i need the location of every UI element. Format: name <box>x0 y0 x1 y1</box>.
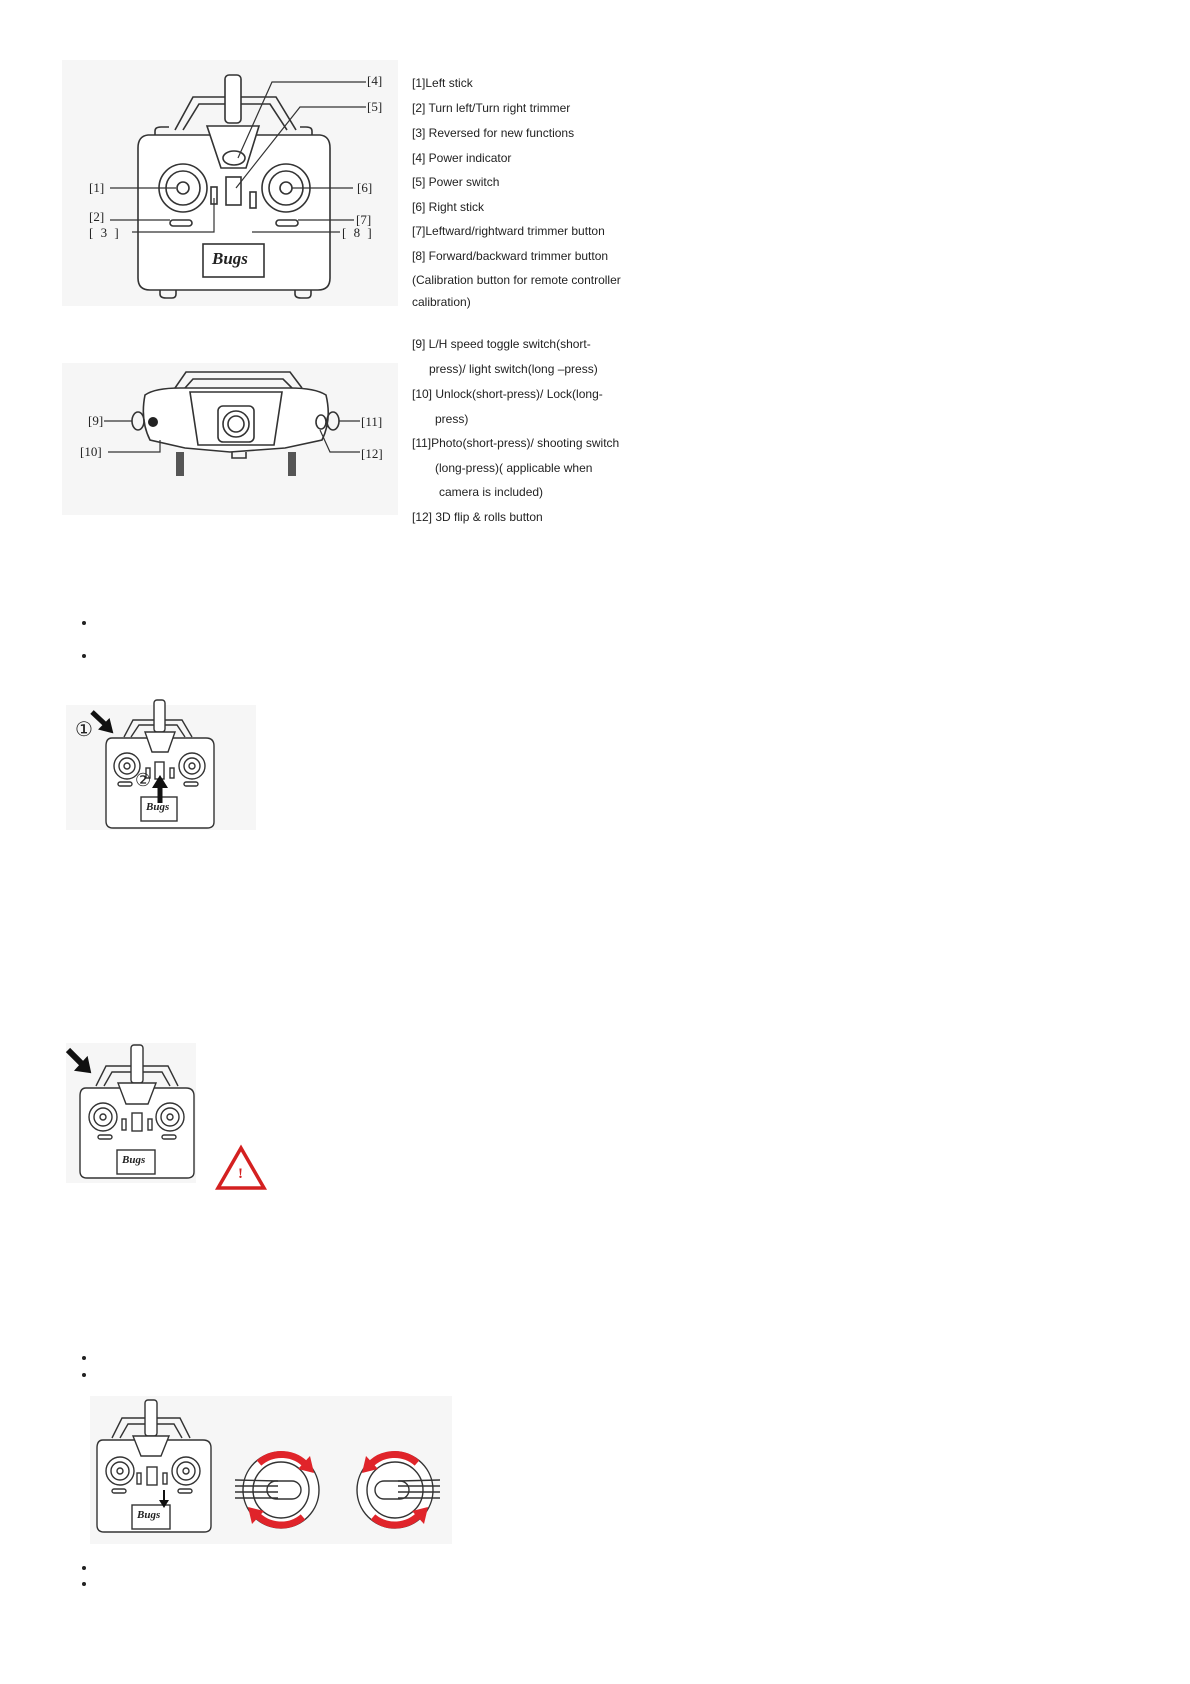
bugs-logo: Bugs <box>146 801 170 813</box>
callout-7: [7] <box>356 212 372 227</box>
bugs-logo: Bugs <box>122 1154 146 1166</box>
legend-item: [11]Photo(short-press)/ shooting switch <box>412 436 620 450</box>
legend-item: [8] Forward/backward trimmer button <box>412 249 609 263</box>
legend-item: [4] Power indicator <box>412 151 512 165</box>
callout-11: [11] <box>361 414 383 429</box>
legend-item: [3] Reversed for new functions <box>412 126 575 140</box>
legend-item: [10] Unlock(short-press)/ Lock(long- <box>412 387 603 401</box>
warning-icon: ! <box>238 1166 243 1182</box>
bugs-logo: Bugs <box>137 1509 161 1521</box>
bugs-logo: Bugs <box>212 249 248 268</box>
bullet <box>82 1582 86 1586</box>
legend-item: [5] Power switch <box>412 175 500 189</box>
legend-item: press) <box>435 412 469 426</box>
legend-item: [2] Turn left/Turn right trimmer <box>412 101 571 115</box>
step-marker-2: ② <box>135 770 152 790</box>
callout-1: [1] <box>89 180 105 195</box>
callout-10: [10] <box>80 444 102 459</box>
legend-item: (long-press)( applicable when <box>435 461 593 475</box>
callout-8: [ 8 ] <box>342 225 374 240</box>
callout-5: [5] <box>367 99 383 114</box>
legend-item: [7]Leftward/rightward trimmer button <box>412 224 605 238</box>
callout-6: [6] <box>357 180 373 195</box>
bullet <box>82 1566 86 1570</box>
legend-item: [1]Left stick <box>412 76 473 90</box>
legend-item: press)/ light switch(long –press) <box>429 362 598 376</box>
legend-item: [12] 3D flip & rolls button <box>412 510 543 524</box>
callout-3: [ 3 ] <box>89 225 121 240</box>
legend-item: calibration) <box>412 295 471 309</box>
step-marker-1: ① <box>75 719 93 741</box>
legend-item: [6] Right stick <box>412 200 485 214</box>
callout-12: [12] <box>361 446 383 461</box>
callout-2: [2] <box>89 209 105 224</box>
callout-9: [9] <box>88 413 104 428</box>
callout-4: [4] <box>367 73 383 88</box>
legend-item: (Calibration button for remote controller <box>412 273 621 287</box>
legend-item: [9] L/H speed toggle switch(short- <box>412 337 591 351</box>
legend-item: camera is included) <box>439 485 544 499</box>
